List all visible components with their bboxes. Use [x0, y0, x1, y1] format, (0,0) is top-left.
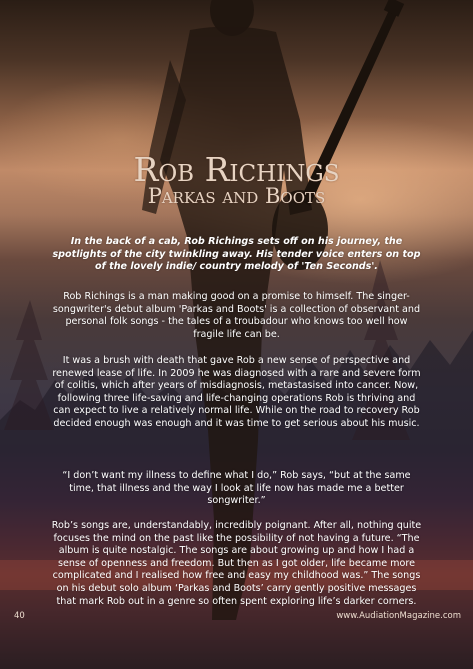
article-title-album: Parkas and Boots — [147, 184, 326, 208]
article-title-name: Rob Richings — [133, 150, 340, 189]
article-paragraph-2: It was a brush with death that gave Rob a new sense of perspective and renewed lease of life. In 2009 he was diagnosed with a rare and severe form of colitis, which after years of misdiagnosis, metastasised into cancer. Now, following three life-saving and life-changing operations Rob is thriving and can expect to live a relatively normal life. While on the road to recovery Rob decided enough was enough and it was time to get serious about his music. — [52, 355, 421, 429]
website-url[interactable]: www.AudiationMagazine.com — [336, 611, 461, 621]
article-lede: In the back of a cab, Rob Richings sets off on his journey, the spotlights of the city twinkling away. His tender voice enters on top of the lovely indie/ country melody of 'Ten Seconds'. — [52, 236, 421, 273]
article-paragraph-1: Rob Richings is a man making good on a promise to himself. The singer-songwriter's debut album 'Parkas and Boots' is a collection of observant and personal folk songs - the tales of a troubadour who knows too well how fragile life can be. — [52, 291, 421, 340]
article-paragraph-3: “I don’t want my illness to define what I do,” Rob says, “but at the same time, that illness and the way I look at life now has made me a better songwriter.” — [62, 470, 411, 507]
page-number: 40 — [14, 611, 25, 621]
article-paragraph-4: Rob’s songs are, understandably, incredibly poignant. After all, nothing quite focuses the mind on the past like the possibility of not having a future. “The album is quite nostalgic. The songs are about growing up and how I had a sense of openness and freedom. But then as I got older, life became more complicated and I realised how free and easy my childhood was.” The songs on his debut solo album ‘Parkas and Boots’ carry gently positive messages that mark Rob out in a genre so often spent exploring life’s darker corners. — [51, 520, 422, 607]
